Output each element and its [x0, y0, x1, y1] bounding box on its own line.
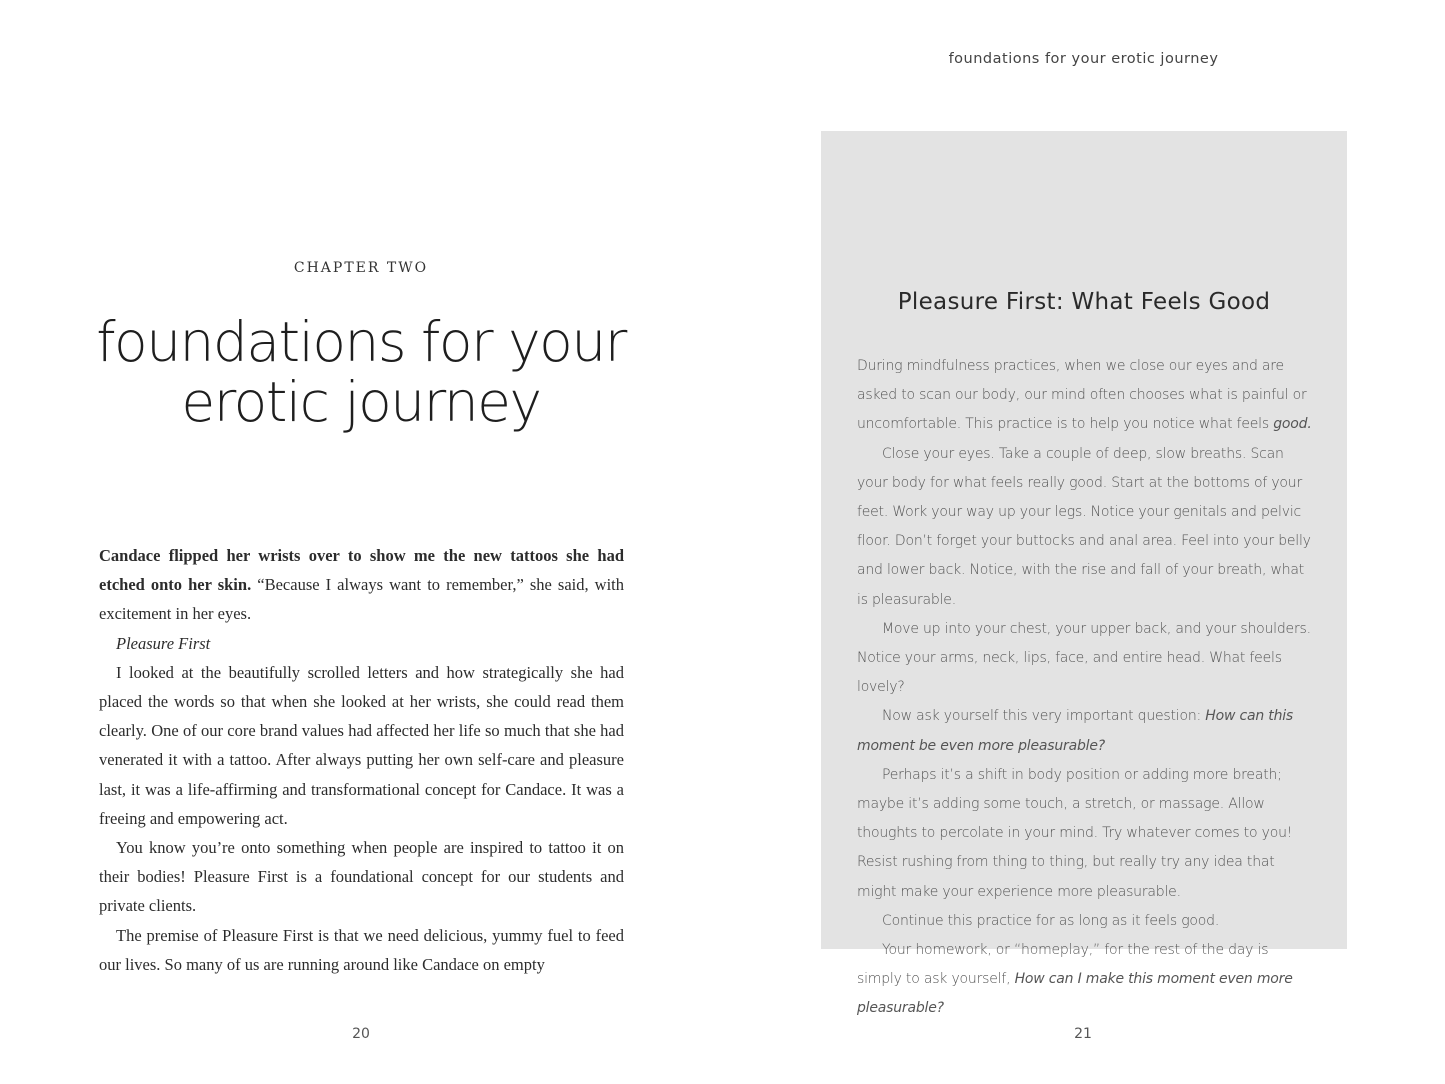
sidebar-paragraph-5: Perhaps it’s a shift in body position or adding more breath; maybe it’s adding some touch, a stretch, or massage. Allow thoughts to percolate in your mind. Try whatever comes to you! Resist rushing from thing to thing, but really try any idea that might make your experience more pleasurable.: [857, 766, 1293, 900]
sidebar-paragraph-7-text: Your homework, or “homeplay,” for the rest of the day is simply to ask yourself,: [857, 942, 1269, 988]
paragraph-1: [99, 541, 624, 629]
paragraph-5: The premise of Pleasure First is that we need delicious, yummy fuel to feed our lives. So many of us are running around like Candace on empty: [99, 925, 624, 974]
left-page: [0, 0, 722, 1084]
sidebar-paragraph-1-text: During mindfulness practices, when we close our eyes and are asked to scan our body, our mind often chooses what is painful or uncomfortable. This practice is to help you notice what feels: [857, 358, 1307, 433]
sidebar-paragraph-4: [857, 702, 1313, 760]
paragraph-1-text: “Because I always want to remember,” she said, with excitement in her eyes.: [99, 575, 625, 624]
paragraph-pleasure-first: Pleasure First: [116, 633, 211, 653]
right-page: [722, 0, 1445, 1084]
sidebar-text: [857, 352, 1313, 1024]
sidebar-paragraph-7: [857, 936, 1313, 1024]
lead-in: Candace flipped her wrists over to show me the new tattoos she had etched onto her skin.: [99, 546, 624, 595]
sidebar-paragraph-2: Close your eyes. Take a couple of deep, slow breaths. Scan your body for what feels really good. Start at the bottoms of your feet. Work your way up your legs. Notice your genitals and pelvic floor. Don’t forget your buttocks and anal area. Feel into your belly and lower back. Notice, with the rise and fall of your breath, what is pleasurable.: [857, 445, 1311, 608]
body-text: [99, 541, 624, 979]
sidebar-paragraph-6: Continue this practice for as long as it feels good.: [882, 912, 1220, 929]
paragraph-3: I looked at the beautifully scrolled letters and how strategically she had placed the words so that when she looked at her wrists, she could read them clearly. One of our core brand values had affected her life so much that she had venerated it with a tattoo. After always putting her own self-care and pleasure last, it was a life-affirming and transformational concept for Candace. It was a freeing and empowering act.: [99, 662, 624, 828]
chapter-label: CHAPTER TWO: [293, 260, 429, 276]
sidebar-paragraph-1-italic: good.: [1273, 416, 1312, 433]
sidebar-paragraph-7-italic: How can I make this moment even more pleasurable?: [857, 971, 1293, 1017]
paragraph-4: You know you’re onto something when people are inspired to tattoo it on their bodies! Pleasure First is a foundational concept for our students and private clients.: [99, 838, 624, 916]
running-head: foundations for your erotic journey: [948, 51, 1219, 67]
sidebar-box: [821, 131, 1347, 1017]
sidebar-paragraph-3: Move up into your chest, your upper back, and your shoulders. Notice your arms, neck, lips, face, and entire head. What feels lovely?: [857, 620, 1311, 696]
sidebar-title: Pleasure First: What Feels Good: [897, 289, 1271, 315]
page-number-right: 21: [1074, 1026, 1092, 1042]
chapter-title: foundations for your erotic journey: [96, 310, 626, 434]
sidebar-paragraph-4-text: Now ask yourself this very important question:: [882, 708, 1206, 725]
page-number-left: 20: [352, 1026, 370, 1042]
sidebar-paragraph-4-italic: How can this moment be even more pleasurable?: [857, 708, 1294, 754]
sidebar-paragraph-1: [857, 352, 1313, 440]
